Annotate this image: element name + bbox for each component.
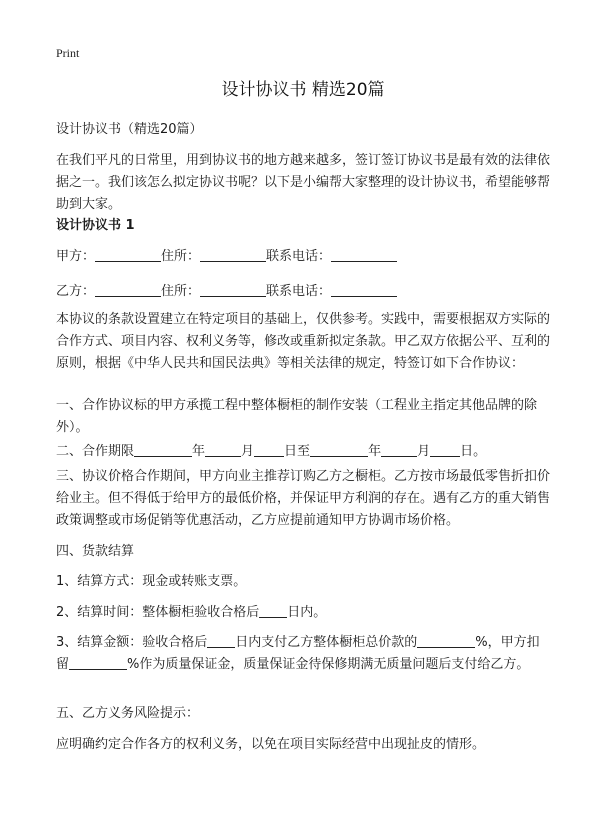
party-a-label: 甲方： bbox=[56, 249, 96, 264]
end-month-unit: 月 bbox=[417, 444, 431, 459]
intro-paragraph: 在我们平凡的日常里，用到协议书的地方越来越多，签订签订协议书是最有效的法律依据之一。我们该怎么拟定协议书呢？以下是小编帮大家整理的设计协议书，希望能够帮助到大家。 bbox=[56, 153, 551, 212]
page-title: 设计协议书 精选20篇 bbox=[221, 80, 385, 100]
clause-3-paragraph: 三、协议价格合作期间，甲方向业主推荐订购乙方之橱柜。乙方按市场最低零售折扣价给业主。但不得低于给甲方的最低价格，并保证甲方利润的存在。遇有乙方的重大销售政策调整或市场促销等优惠活动，乙方应提前通知甲方协调市场价格。 bbox=[56, 469, 551, 528]
start-month-blank bbox=[205, 442, 241, 457]
party-b-label: 乙方： bbox=[56, 284, 96, 299]
clause-2-prefix: 二、合作期限 bbox=[56, 444, 135, 459]
settlement-days-blank bbox=[259, 603, 287, 618]
party-b-row bbox=[56, 282, 397, 302]
party-a-name-blank bbox=[95, 247, 161, 262]
clause-2-row bbox=[56, 442, 486, 462]
settlement-amount-part1: 3、结算金额：验收合格后 bbox=[56, 635, 208, 650]
clause-intro-paragraph: 本协议的条款设置建立在特定项目的基础上，仅供参考。实践中，需要根据双方实际的合作方式、项目内容、权利义务等，修改或重新拟定条款。甲乙双方依据公平、互利的原则，根据《中华人民共和国民法典》等相关法律的规定，特签订如下合作协议： bbox=[56, 312, 551, 371]
clause-5-heading: 五、乙方义务风险提示： bbox=[56, 706, 200, 721]
party-b-name-blank bbox=[95, 282, 161, 297]
start-year-unit: 年 bbox=[192, 444, 206, 459]
party-a-phone-label: 联系电话： bbox=[266, 249, 332, 264]
end-year-blank bbox=[310, 442, 368, 457]
party-b-phone-label: 联系电话： bbox=[266, 284, 332, 299]
print-link[interactable]: Print bbox=[56, 46, 80, 60]
party-a-phone-blank bbox=[331, 247, 397, 262]
settlement-amount-part4: %作为质量保证金，质量保证金待保修期满无质量问题后支付给乙方。 bbox=[127, 657, 530, 672]
start-year-blank bbox=[134, 442, 192, 457]
settlement-amount bbox=[56, 632, 550, 676]
section-heading: 设计协议书 1 bbox=[56, 218, 135, 233]
clause-5-text: 应明确约定合作各方的权利义务，以免在项目实际经营中出现扯皮的情形。 bbox=[56, 737, 486, 752]
party-b-address-label: 住所： bbox=[161, 284, 201, 299]
party-a-row bbox=[56, 247, 397, 267]
end-year-unit: 年 bbox=[368, 444, 382, 459]
party-a-address-label: 住所： bbox=[161, 249, 201, 264]
start-day-blank bbox=[254, 442, 284, 457]
clause-1-paragraph: 一、合作协议标的甲方承揽工程中整体橱柜的制作安装（工程业主指定其他品牌的除外）。 bbox=[56, 398, 538, 435]
retention-percent-blank bbox=[69, 655, 127, 670]
settlement-method: 1、结算方式：现金或转账支票。 bbox=[56, 574, 247, 589]
settlement-time bbox=[56, 603, 326, 623]
party-a-address-blank bbox=[200, 247, 266, 262]
start-month-unit: 月 bbox=[241, 444, 255, 459]
settlement-amount-part3: %，甲方扣留 bbox=[56, 635, 540, 672]
document-subtitle: 设计协议书（精选20篇） bbox=[56, 122, 203, 137]
end-day-unit: 日。 bbox=[460, 444, 487, 459]
payment-percent-blank bbox=[417, 633, 475, 648]
settlement-amount-part2: 日内支付乙方整体橱柜总价款的 bbox=[235, 635, 418, 650]
settlement-time-prefix: 2、结算时间：整体橱柜验收合格后 bbox=[56, 605, 260, 620]
party-b-phone-blank bbox=[331, 282, 397, 297]
start-day-unit: 日至 bbox=[284, 444, 311, 459]
clause-4-heading: 四、货款结算 bbox=[56, 544, 135, 559]
payment-days-blank bbox=[207, 633, 235, 648]
end-day-blank bbox=[430, 442, 460, 457]
party-b-address-blank bbox=[200, 282, 266, 297]
end-month-blank bbox=[381, 442, 417, 457]
settlement-time-suffix: 日内。 bbox=[287, 605, 327, 620]
